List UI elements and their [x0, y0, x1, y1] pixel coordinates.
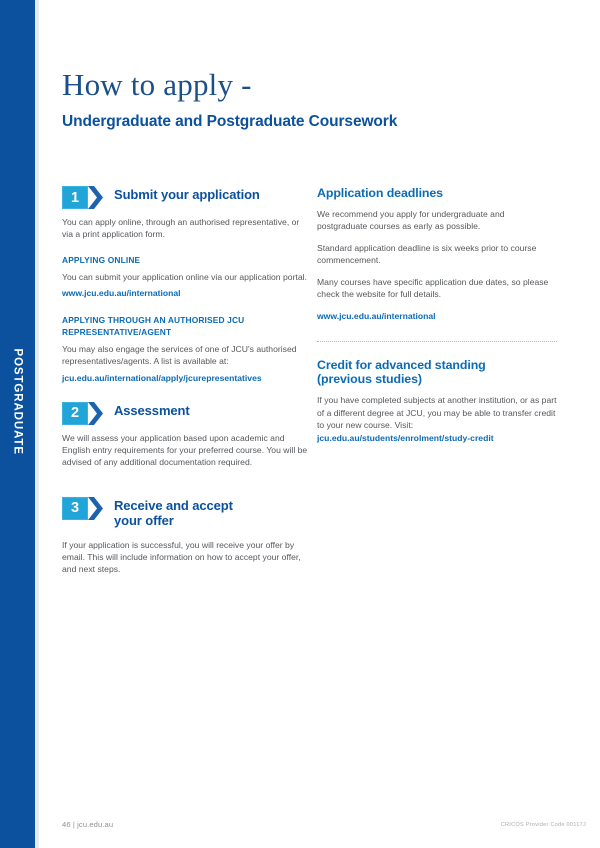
step-intro-2: We will assess your application based upon academic and English entry requirements for your preferred course. You will be advised of any additional documentation required. — [62, 432, 308, 468]
step-header-1 — [62, 186, 308, 209]
credit-text — [317, 394, 557, 444]
page-title-block — [62, 68, 542, 131]
step-number-badge-1: 1 — [62, 186, 88, 209]
page-title: How to apply - — [62, 67, 252, 102]
step-title-2: Assessment — [114, 402, 190, 418]
left-column — [62, 186, 308, 585]
section-divider — [317, 341, 557, 342]
heading-application-deadlines: Application deadlines — [317, 186, 443, 200]
page-edge-strip — [35, 0, 39, 848]
footer-cricos-code: CRICOS Provider Code 00117J — [500, 822, 586, 828]
heading-credit-line-1: Credit for advanced standing — [317, 357, 486, 372]
deadlines-paragraph-3: Many courses have specific application due dates, so please check the website for full details. — [317, 276, 549, 300]
step-header-2 — [62, 402, 308, 425]
credit-text-body: If you have completed subjects at another institution, or as part of a different degree at JCU, you may be able to transfer credit to your new course. Visit: — [317, 395, 557, 431]
chevron-right-icon — [88, 402, 103, 425]
link-study-credit[interactable]: jcu.edu.au/students/enrolment/study-credit — [317, 432, 494, 443]
step-intro-1: You can apply online, through an authorised representative, or via a print application form. — [62, 217, 300, 240]
link-international-deadlines[interactable]: www.jcu.edu.au/international — [317, 310, 436, 321]
page-subtitle: Undergraduate and Postgraduate Coursework — [62, 113, 398, 131]
right-column — [317, 186, 557, 444]
heading-credit-line-2: (previous studies) — [317, 372, 422, 387]
step-number-badge-3: 3 — [62, 497, 88, 520]
link-apply-online[interactable]: www.jcu.edu.au/international — [62, 288, 181, 299]
sidebar-tab-label — [12, 349, 24, 384]
subsection-text-applying-online: You can submit your application online via our application portal. — [62, 272, 307, 282]
subsection-heading-authorised-agent: APPLYING THROUGH AN AUTHORISED JCU REPRESENTATIVE/AGENT — [62, 315, 245, 337]
step-header-3 — [62, 497, 308, 529]
deadlines-paragraph-1: We recommend you apply for undergraduate and postgraduate courses as early as possible. — [317, 208, 505, 232]
step-title-1: Submit your application — [114, 187, 260, 202]
heading-credit-advanced-standing — [317, 358, 557, 388]
step-number-badge-2: 2 — [62, 402, 88, 425]
step-title-3: Receive and accept your offer — [114, 497, 233, 529]
link-jcu-representatives[interactable]: jcu.edu.au/international/apply/jcurepresentatives — [62, 372, 262, 383]
step-intro-3: If your application is successful, you will receive your offer by email. This will include information on how to accept your offer, and next steps. — [62, 539, 301, 575]
deadlines-paragraph-2: Standard application deadline is six weeks prior to course commencement. — [317, 242, 537, 266]
chevron-right-icon — [88, 186, 103, 209]
subsection-text-authorised-agent: You may also engage the services of one of JCU's authorised representatives/agents. A list is available at: — [62, 343, 297, 367]
footer-page-number: 46 | jcu.edu.au — [62, 820, 114, 829]
chevron-right-icon — [88, 497, 103, 520]
subsection-heading-applying-online: APPLYING ONLINE — [62, 254, 141, 265]
